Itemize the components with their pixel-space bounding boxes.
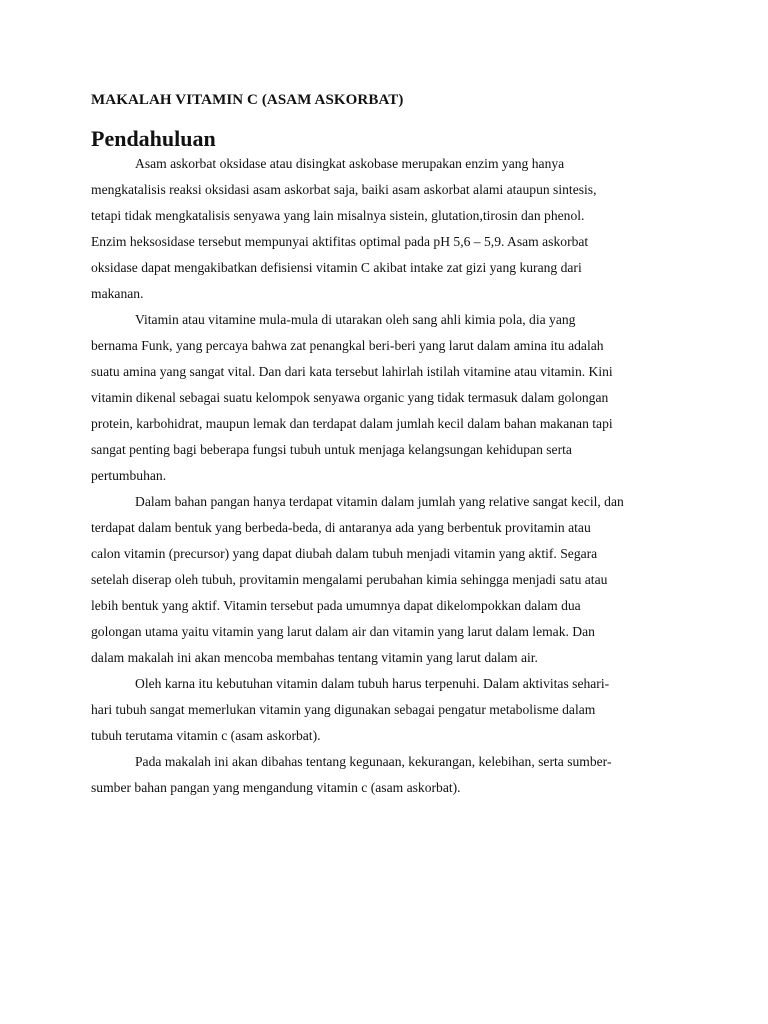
document-title: MAKALAH VITAMIN C (ASAM ASKORBAT) bbox=[91, 92, 404, 108]
paragraph-4 bbox=[91, 671, 691, 749]
text-line: hari tubuh sangat memerlukan vitamin yang digunakan sebagai pengatur metabolisme dalam bbox=[91, 702, 596, 717]
text-line: Pada makalah ini akan dibahas tentang kegunaan, kekurangan, kelebihan, serta sumber- bbox=[135, 754, 612, 769]
text-line: Dalam bahan pangan hanya terdapat vitamin dalam jumlah yang relative sangat kecil, dan bbox=[135, 494, 624, 509]
paragraph-5 bbox=[91, 749, 691, 801]
section-heading: Pendahuluan bbox=[91, 126, 216, 151]
text-line: Oleh karna itu kebutuhan vitamin dalam tubuh harus terpenuhi. Dalam aktivitas sehari- bbox=[135, 676, 610, 691]
text-line: vitamin dikenal sebagai suatu kelompok senyawa organic yang tidak termasuk dalam golongan bbox=[91, 390, 609, 405]
body-text bbox=[91, 151, 691, 801]
text-line: setelah diserap oleh tubuh, provitamin mengalami perubahan kimia sehingga menjadi satu atau bbox=[91, 572, 608, 587]
text-line: tetapi tidak mengkatalisis senyawa yang lain misalnya sistein, glutation,tirosin dan phenol. bbox=[91, 208, 585, 223]
text-line: oksidase dapat mengakibatkan defisiensi vitamin C akibat intake zat gizi yang kurang dari bbox=[91, 260, 582, 275]
text-line: lebih bentuk yang aktif. Vitamin tersebut pada umumnya dapat dikelompokkan dalam dua bbox=[91, 598, 581, 613]
text-line: tubuh terutama vitamin c (asam askorbat). bbox=[91, 728, 321, 743]
text-line: dalam makalah ini akan mencoba membahas tentang vitamin yang larut dalam air. bbox=[91, 650, 538, 665]
text-line: makanan. bbox=[91, 286, 144, 301]
text-line: Asam askorbat oksidase atau disingkat askobase merupakan enzim yang hanya bbox=[135, 156, 565, 171]
text-line: suatu amina yang sangat vital. Dan dari kata tersebut lahirlah istilah vitamine atau vitamin. Kini bbox=[91, 364, 613, 379]
text-line: bernama Funk, yang percaya bahwa zat penangkal beri-beri yang larut dalam amina itu adalah bbox=[91, 338, 604, 353]
text-line: protein, karbohidrat, maupun lemak dan terdapat dalam jumlah kecil dalam bahan makanan tapi bbox=[91, 416, 613, 431]
paragraph-1 bbox=[91, 151, 691, 307]
paragraph-2 bbox=[91, 307, 691, 489]
text-line: mengkatalisis reaksi oksidasi asam askorbat saja, baiki asam askorbat alami ataupun sintesis, bbox=[91, 182, 597, 197]
text-line: golongan utama yaitu vitamin yang larut dalam air dan vitamin yang larut dalam lemak. Dan bbox=[91, 624, 595, 639]
text-line: pertumbuhan. bbox=[91, 468, 167, 483]
text-line: Vitamin atau vitamine mula-mula di utarakan oleh sang ahli kimia pola, dia yang bbox=[135, 312, 576, 327]
text-line: Enzim heksosidase tersebut mempunyai aktifitas optimal pada pH 5,6 – 5,9. Asam askorbat bbox=[91, 234, 589, 249]
text-line: sumber bahan pangan yang mengandung vitamin c (asam askorbat). bbox=[91, 780, 461, 795]
paragraph-3 bbox=[91, 489, 691, 671]
text-line: calon vitamin (precursor) yang dapat diubah dalam tubuh menjadi vitamin yang aktif. Segara bbox=[91, 546, 598, 561]
text-line: sangat penting bagi beberapa fungsi tubuh untuk menjaga kelangsungan kehidupan serta bbox=[91, 442, 572, 457]
text-line: terdapat dalam bentuk yang berbeda-beda, di antaranya ada yang berbentuk provitamin atau bbox=[91, 520, 591, 535]
